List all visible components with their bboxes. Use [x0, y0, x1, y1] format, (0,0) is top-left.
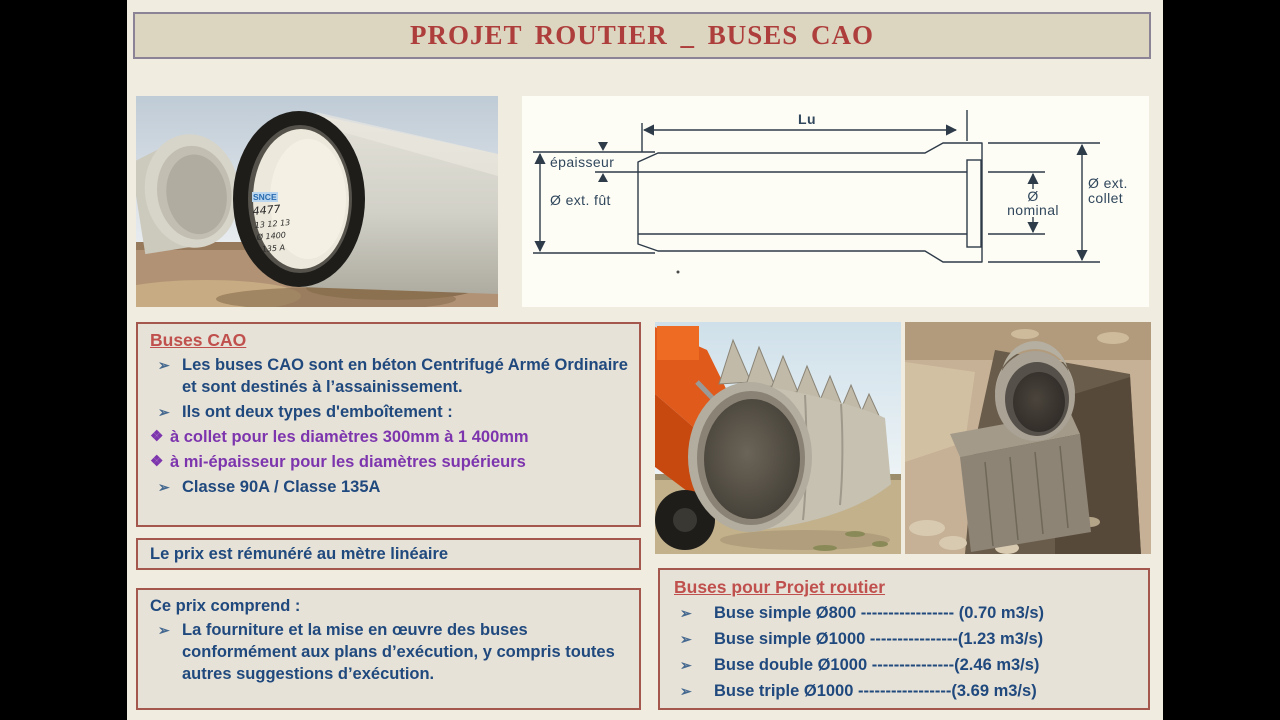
svg-text:Ø 1400: Ø 1400: [256, 230, 287, 242]
list-item: [150, 476, 631, 498]
bullet-icon: ❖: [150, 453, 164, 470]
list-item-text: Ils ont deux types d'emboîtement :: [182, 403, 453, 421]
page-title: PROJET ROUTIER _ BUSES CAO: [409, 20, 875, 50]
list-item: [150, 401, 631, 423]
svg-text:épaisseur: épaisseur: [550, 154, 615, 170]
list-item: [150, 426, 631, 448]
svg-text:collet: collet: [1088, 190, 1124, 206]
letterbox-right: [1163, 0, 1280, 720]
prix-text: Le prix est rémunéré au mètre linéaire: [150, 544, 449, 563]
bullet-icon: ➢: [680, 657, 692, 673]
list-item-text: Buse double Ø1000 ---------------(2.46 m3/s): [714, 656, 1040, 674]
buses-cao-heading: Buses CAO: [150, 330, 247, 350]
svg-text:Ø ext.: Ø ext.: [1088, 175, 1128, 191]
list-item-text: La fourniture et la mise en œuvre des buses conformément aux plans d’exécution, y compris toutes autres suggestions d’exécution.: [182, 621, 615, 683]
letterbox-left: [0, 0, 127, 720]
title-bar: [133, 12, 1151, 59]
ce-prix-heading: Ce prix comprend :: [150, 597, 301, 615]
list-item: [674, 628, 1138, 650]
ce-prix-list: [150, 619, 631, 685]
routier-list: [674, 602, 1138, 702]
photo-loader-pipe: [655, 322, 901, 554]
bullet-icon: ➢: [680, 605, 692, 621]
list-item: [674, 602, 1138, 624]
bullet-icon: ➢: [158, 479, 170, 495]
svg-text:SNCE: SNCE: [253, 192, 277, 202]
bullet-icon: ➢: [680, 683, 692, 699]
bullet-icon: ➢: [158, 357, 170, 373]
bullet-icon: ❖: [150, 428, 164, 445]
pipe-diagram: [522, 96, 1149, 307]
routier-heading: Buses pour Projet routier: [674, 577, 886, 597]
bullet-icon: ➢: [158, 622, 170, 638]
prix-box: [136, 538, 641, 570]
list-item-text: Les buses CAO sont en béton Centrifugé Armé Ordinaire et sont destinés à l’assainissement.: [182, 356, 628, 396]
photo-trench-pipe: [905, 322, 1151, 554]
list-item-text: Buse triple Ø1000 -----------------(3.69 m3/s): [714, 682, 1037, 700]
slide: [127, 0, 1163, 720]
list-item-text: Classe 90A / Classe 135A: [182, 478, 381, 496]
list-item-text: à collet pour les diamètres 300mm à 1 400mm: [170, 428, 529, 446]
buses-cao-list: [150, 354, 631, 498]
svg-text:4477: 4477: [252, 202, 282, 218]
list-item: [674, 680, 1138, 702]
svg-text:135 A: 135 A: [261, 242, 286, 254]
list-item-text: Buse simple Ø1000 ----------------(1.23 m3/s): [714, 630, 1044, 648]
svg-text:nominal: nominal: [1007, 202, 1059, 218]
svg-text:13 12 13: 13 12 13: [254, 217, 291, 230]
svg-text:Ø: Ø: [1027, 188, 1039, 204]
ce-prix-box: [136, 588, 641, 710]
svg-text:Ø ext. fût: Ø ext. fût: [550, 192, 611, 208]
list-item: [150, 619, 631, 685]
list-item: [674, 654, 1138, 676]
routier-box: [658, 568, 1150, 710]
svg-text:Lu: Lu: [798, 111, 816, 127]
list-item: [150, 451, 631, 473]
list-item: [150, 354, 631, 398]
buses-cao-box: [136, 322, 641, 527]
list-item-text: à mi-épaisseur pour les diamètres supérieurs: [170, 453, 526, 471]
bullet-icon: ➢: [158, 404, 170, 420]
list-item-text: Buse simple Ø800 ----------------- (0.70 m3/s): [714, 604, 1045, 622]
photo-concrete-pipes: [136, 96, 498, 307]
bullet-icon: ➢: [680, 631, 692, 647]
